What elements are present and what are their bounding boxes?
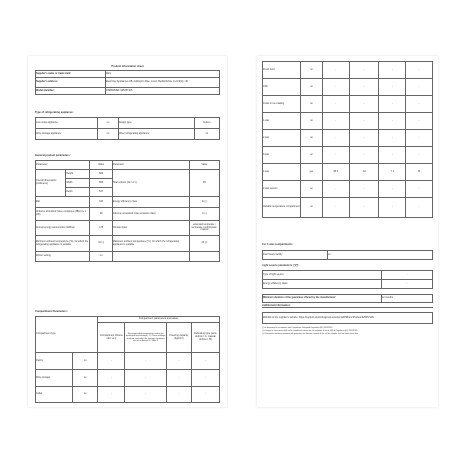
footnote-2: (²) changes to these items shall not be considered relevant for the purposes of article 4(4) of Regulation (EU) 2017/1369 <box>262 330 358 332</box>
noise-value: 38 <box>90 208 112 221</box>
depth-label: Depth <box>66 188 90 197</box>
table-row <box>36 387 220 403</box>
max-ambient-value: 43 (¹) <box>189 236 219 252</box>
depth-value: 547 <box>90 188 112 197</box>
compartment-table-continued <box>262 61 433 218</box>
compartment-name: Fresh food <box>263 62 301 79</box>
eei-label: EEI <box>36 197 90 208</box>
noise-class-value: C (¹) <box>189 208 219 221</box>
table-row <box>36 353 220 370</box>
fast-freeze-table <box>262 250 433 260</box>
cell: - <box>98 387 125 403</box>
supplier-weblink[interactable]: Weblink to the supplier's website: https://support.electroluxgroup.eu/external/PRItem/Product/925057105 <box>263 313 433 324</box>
climate-class-label: Climate class: <box>112 221 189 236</box>
general-heading: General product parameters: <box>35 154 71 157</box>
noise-label: Airborne acoustical noise emissions (dB(A) re 1 pW) <box>36 208 90 221</box>
cell: - <box>379 62 406 79</box>
cell: - <box>166 387 191 403</box>
table-row <box>36 370 220 387</box>
footnote-3: (³) if the product database automatically generates the definitive content of this cell the supplier shall not enter these data <box>262 333 358 335</box>
cell: - <box>349 130 379 147</box>
fast-freeze-value: no <box>327 251 432 260</box>
guarantee-value: 12 months <box>381 295 432 303</box>
cell: - <box>125 387 166 403</box>
energy-class-value: E (¹) <box>189 197 219 208</box>
cell: 95.0 <box>322 164 349 181</box>
cell: - <box>379 79 406 96</box>
empty-cell <box>189 252 219 262</box>
supplier-name-value: AEG <box>105 71 219 78</box>
total-volume-value: 95 <box>189 170 219 197</box>
other-appliance-value: no <box>194 129 219 140</box>
noise-class-label: Airborne acoustical noise emission class <box>112 208 189 221</box>
max-ambient-label: Maximum ambient temperature (°C), for which the refrigerating appliance is suitable <box>112 236 189 252</box>
climate-class-value: extended temperate / temperate / subtropical / tropical <box>189 221 219 236</box>
empty-cell <box>112 252 189 262</box>
cell: 7.1 <box>379 164 406 181</box>
cell: - <box>322 79 349 96</box>
compartment-type-header: Compartment type <box>36 317 98 353</box>
compartment-name: Pantry <box>36 353 73 370</box>
light-type-value: - <box>381 271 432 280</box>
cell: - <box>379 147 406 164</box>
compartment-present: no <box>300 130 322 147</box>
compartment-name: 2-star section <box>263 181 301 198</box>
model-identifier-label: Model identifier: <box>36 88 106 95</box>
compartment-present: no <box>300 113 322 130</box>
light-source-table <box>262 270 433 289</box>
light-source-heading: Light source parameters (¹)(²): <box>262 264 300 267</box>
general-table <box>35 160 220 262</box>
cell: - <box>349 198 379 218</box>
compartment-present: no <box>300 198 322 218</box>
col-value: Value <box>90 161 112 170</box>
height-value: 820 <box>90 170 112 179</box>
compartment-name: 1-star <box>263 113 301 130</box>
annual-energy-label: Annual energy consumption (kWh/a) <box>36 221 90 236</box>
document-page-2 <box>257 56 438 407</box>
annual-energy-value: 178 <box>90 221 112 236</box>
cell: - <box>322 62 349 79</box>
cell: - <box>191 387 219 403</box>
cell: - <box>166 370 191 387</box>
min-ambient-value: 10 (¹) <box>90 236 112 252</box>
winter-setting-label: Winter setting <box>36 252 90 262</box>
cell: - <box>406 79 433 96</box>
design-type-value: built-in <box>194 118 219 129</box>
cell: - <box>98 370 125 387</box>
supplier-address-label: Supplier's address: <box>36 78 106 88</box>
compartment-heading: Compartment Parameters: <box>35 310 68 313</box>
compartment-name: Wine storage <box>36 370 73 387</box>
col-parameter-2: Parameter <box>112 161 189 170</box>
type-heading: Type of refrigerating appliance: <box>35 111 74 114</box>
compartment-table <box>35 316 220 403</box>
low-noise-value: no <box>98 118 118 129</box>
cell: - <box>125 353 166 370</box>
cell: - <box>322 96 349 113</box>
cell: - <box>406 130 433 147</box>
compartment-present: no <box>300 62 322 79</box>
cell: - <box>191 353 219 370</box>
cell: - <box>349 113 379 130</box>
table-row <box>263 62 433 79</box>
cell: - <box>322 130 349 147</box>
compartment-present: no <box>300 181 322 198</box>
height-label: Height <box>66 170 90 179</box>
table-row <box>263 164 433 181</box>
cell: - <box>125 370 166 387</box>
cell: - <box>379 113 406 130</box>
low-noise-label: Low-noise appliance: <box>36 118 98 129</box>
additional-info-label: Additional information: <box>262 304 291 307</box>
compartment-present: no <box>300 79 322 96</box>
total-volume-label: Total volume (dm³ or l) <box>112 170 189 197</box>
cell: - <box>322 198 349 218</box>
cell: - <box>379 130 406 147</box>
compartment-name: 3-star <box>263 147 301 164</box>
supplier-name-label: Supplier's name or trade mark: <box>36 71 106 78</box>
dimensions-label: Overall dimensions (millimetre) <box>36 170 66 197</box>
model-identifier-value: OSB6N83EF 925057105 <box>105 88 219 95</box>
cell: - <box>322 181 349 198</box>
compartment-present: no <box>300 96 322 113</box>
four-star-heading: For 4-star compartments <box>262 243 293 246</box>
compartment-name: 0-star or ice-making <box>263 96 301 113</box>
compartment-present: no <box>73 353 98 370</box>
divider <box>262 307 433 308</box>
min-ambient-label: Minimum ambient temperature (°C), for which the refrigerating appliance is suitable <box>36 236 90 252</box>
cell: - <box>322 113 349 130</box>
table-row <box>263 147 433 164</box>
volume-header: Compartment Volume (dm³ or l) <box>98 323 125 353</box>
cell: - <box>191 370 219 387</box>
cell: - <box>379 198 406 218</box>
cell: - <box>349 96 379 113</box>
fast-freeze-label: Fast freeze facility <box>263 251 328 260</box>
supplier-table <box>35 70 220 95</box>
cell: - <box>406 147 433 164</box>
cell: - <box>379 96 406 113</box>
cell: - <box>406 113 433 130</box>
document-page-1 <box>28 56 227 407</box>
supplier-address-value: Electrolux Appliances AB, Addington Rise, Luton, Bedfordshire, LU4 9QQ, UK <box>105 78 219 88</box>
design-type-label: Design type: <box>118 118 194 129</box>
eei-value: 100 <box>90 197 112 208</box>
cell: -18 <box>349 164 379 181</box>
compartment-present: no <box>73 370 98 387</box>
cell: M <box>406 164 433 181</box>
col-value-2: Value <box>189 161 219 170</box>
table-row <box>263 181 433 198</box>
wine-storage-value: no <box>98 129 118 140</box>
cell: - <box>349 62 379 79</box>
compartment-name: Variable temperature compartment <box>263 198 301 218</box>
width-value: 596 <box>90 179 112 188</box>
cell: - <box>379 181 406 198</box>
compartment-present: no <box>300 147 322 164</box>
cell: - <box>406 62 433 79</box>
cell: - <box>406 198 433 218</box>
footnote-1: (¹) as determined in accordance with Commission Delegated Regulation (EU) 2019/2016 <box>262 327 333 329</box>
cell: - <box>349 147 379 164</box>
compartment-name: 2-star <box>263 130 301 147</box>
light-type-label: Type of light source: <box>263 271 382 280</box>
light-class-label: Energy efficiency class: <box>263 280 382 289</box>
guarantee-label: Minimum duration of the guarantee offered by the manufacturer: <box>263 295 382 303</box>
cell: - <box>322 147 349 164</box>
compartment-name: 4-star <box>263 164 301 181</box>
compartment-present: yes <box>300 164 322 181</box>
cell: - <box>98 353 125 370</box>
cell: - <box>166 353 191 370</box>
compartment-name: Cellar <box>36 387 73 403</box>
other-appliance-label: Other refrigerating appliance: <box>118 129 194 140</box>
cell: - <box>406 181 433 198</box>
compartment-params-header: Compartment parameters and values <box>98 317 220 323</box>
temperature-header: Recommended temperature setting for optimised food storage (°C) These settings shall not contradict the storage conditions set out in Annex IV, Table 3 <box>125 323 166 353</box>
sheet-title: Product information sheet <box>111 65 144 68</box>
type-table <box>35 117 220 140</box>
cell: - <box>349 79 379 96</box>
light-class-value: - <box>381 280 432 289</box>
table-row <box>263 130 433 147</box>
weblink-table <box>262 312 433 324</box>
cell: - <box>406 96 433 113</box>
table-row <box>263 96 433 113</box>
width-label: Width <box>66 179 90 188</box>
cell: - <box>349 181 379 198</box>
table-row <box>263 113 433 130</box>
freezing-header: Freezing capacity (kg/24 h) <box>166 323 191 353</box>
table-row <box>263 79 433 96</box>
defrost-header: Defrosting type (auto-defrost = A, manual defrost = M) <box>191 323 219 353</box>
compartment-present: no <box>73 387 98 403</box>
col-parameter: Parameter <box>36 161 90 170</box>
guarantee-table <box>262 294 433 303</box>
winter-setting-value: no <box>90 252 112 262</box>
table-row <box>263 198 433 218</box>
energy-class-label: Energy efficiency class <box>112 197 189 208</box>
wine-storage-label: Wine storage appliance: <box>36 129 98 140</box>
compartment-name: Chill <box>263 79 301 96</box>
